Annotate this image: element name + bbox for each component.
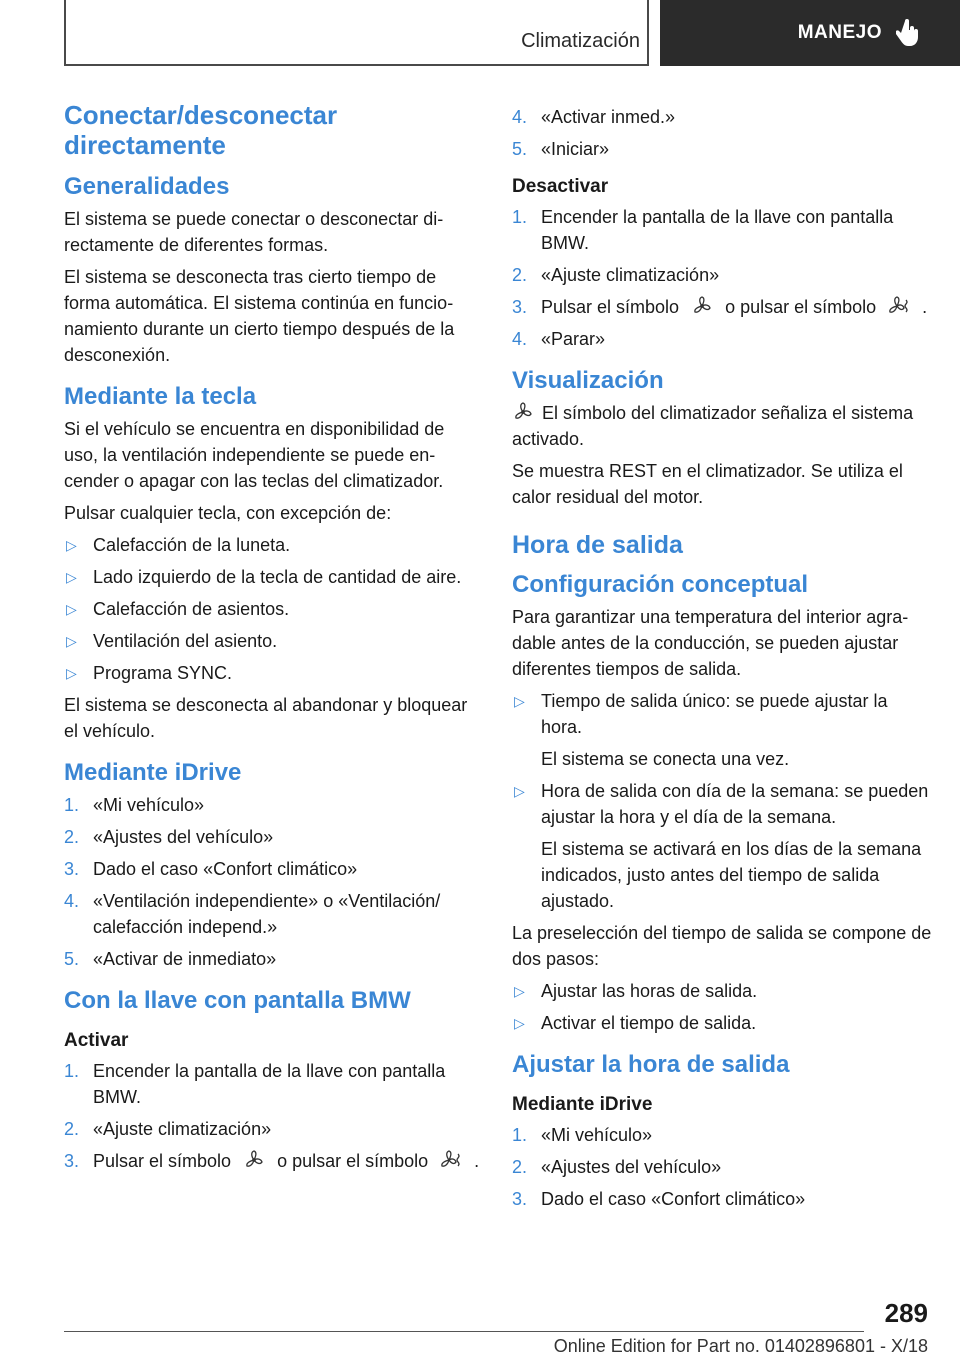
fan-icon <box>243 1150 265 1170</box>
triangle-bullet-icon: ▷ <box>514 693 525 709</box>
heading-visualizacion: Visualización <box>512 367 664 394</box>
fan-heat-icon <box>440 1150 462 1170</box>
bullet-list <box>64 532 482 686</box>
list-item: 2. «Ajuste climatización» <box>512 265 720 285</box>
subheading-mediante-idrive: Mediante iDrive <box>512 1094 653 1115</box>
list-item: 4. «Activar inmed.» <box>512 107 676 127</box>
footer-rule <box>64 1331 864 1332</box>
right-column <box>512 104 932 1218</box>
list-item: ▷ Activar el tiempo de salida. <box>512 1010 932 1036</box>
paragraph: Se muestra REST en el climatizador. Se utiliza el calor residual del motor. <box>512 461 903 507</box>
list-item: 1. Encender la pantalla de la llave con pantalla BMW. <box>64 1061 446 1107</box>
triangle-bullet-icon: ▷ <box>514 783 525 799</box>
list-item: 4. «Ventilación independiente» o «Ventilación/ calefacción independ.» <box>64 891 441 937</box>
heading-configuracion: Configuración conceptual <box>512 571 809 598</box>
subheading-desactivar: Desactivar <box>512 176 609 197</box>
section-title-conectar: Conectar/desconectar directamente <box>64 100 338 160</box>
list-item: 5. «Activar de inmediato» <box>64 949 277 969</box>
list-item: ▷ Ventilación del asiento. <box>64 628 482 654</box>
list-item: ▷ Programa SYNC. <box>64 660 482 686</box>
list-item: 2. «Ajustes del vehículo» <box>64 827 274 847</box>
list-item: 1. «Mi vehículo» <box>512 1125 653 1145</box>
bullet-list <box>512 688 932 914</box>
list-item: 3. Dado el caso «Confort climático» <box>512 1189 806 1209</box>
hand-pointer-icon <box>896 19 920 47</box>
paragraph: Si el vehículo se encuentra en disponibilidad de uso, la ventilación independiente se puede encender o apagar con las teclas del climatizador. <box>64 419 445 491</box>
triangle-bullet-icon: ▷ <box>66 601 77 617</box>
list-item: 1. «Mi vehículo» <box>64 795 205 815</box>
list-item: ▷ Lado izquierdo de la tecla de cantidad de aire. <box>64 564 482 590</box>
heading-ajustar-hora: Ajustar la hora de salida <box>512 1051 790 1078</box>
paragraph: El sistema se desconecta al abandonar y bloquear el vehículo. <box>64 695 468 741</box>
numbered-list <box>64 792 482 972</box>
list-item: 3. Dado el caso «Confort climático» <box>64 859 358 879</box>
heading-mediante-tecla: Mediante la tecla <box>64 383 257 410</box>
heading-mediante-idrive: Mediante iDrive <box>64 759 242 786</box>
list-item: 1. Encender la pantalla de la llave con pantalla BMW. <box>512 207 894 253</box>
list-item: ▷ Ajustar las horas de salida. <box>512 978 932 1004</box>
subheading-activar: Activar <box>64 1030 129 1051</box>
list-item: 5. «Iniciar» <box>512 139 610 159</box>
paragraph: La preselección del tiempo de salida se compone de dos pasos: <box>512 923 932 969</box>
header-rule-left <box>64 0 66 66</box>
fan-icon <box>512 402 534 422</box>
list-item: 4. «Parar» <box>512 329 606 349</box>
footer-edition: Online Edition for Part no. 01402896801 - X/18 <box>553 1336 928 1356</box>
list-item: 3. Pulsar el símbolo o pulsar el símbolo . <box>512 297 928 317</box>
paragraph: Pulsar cualquier tecla, con excepción de: <box>64 503 392 523</box>
triangle-bullet-icon: ▷ <box>514 1015 525 1031</box>
triangle-bullet-icon: ▷ <box>66 537 77 553</box>
list-item: ▷ Tiempo de salida único: se puede ajustar la hora. El sistema se conecta una vez. <box>512 688 932 772</box>
header-section-title: Climatización <box>521 30 640 52</box>
left-column <box>64 100 482 1180</box>
paragraph: El sistema se puede conectar o desconectar directamente de diferentes formas. <box>64 209 444 255</box>
paragraph: El sistema se desconecta tras cierto tiempo de forma automática. El sistema continúa en funcionamiento durante un cierto tiempo después de la desconexión. <box>64 267 455 365</box>
paragraph: Para garantizar una temperatura del interior agradable antes de la conducción, se pueden ajustar diferentes tiempos de salida. <box>512 607 909 679</box>
header-chapter-tab[interactable] <box>660 0 960 66</box>
page-number: 289 <box>884 1298 928 1328</box>
fan-icon <box>691 296 713 316</box>
list-item: ▷ Hora de salida con día de la semana: se pueden ajustar la hora y el día de la semana. El sistema se activará en los días de la semana indicados, justo antes del tiempo de salida ajustado. <box>512 778 932 914</box>
numbered-list <box>512 104 932 162</box>
numbered-list <box>64 1058 482 1174</box>
list-item: 3. Pulsar el símbolo o pulsar el símbolo . <box>64 1151 480 1171</box>
triangle-bullet-icon: ▷ <box>66 569 77 585</box>
numbered-list <box>512 204 932 352</box>
triangle-bullet-icon: ▷ <box>514 983 525 999</box>
triangle-bullet-icon: ▷ <box>66 665 77 681</box>
list-item: ▷ Calefacción de la luneta. <box>64 532 482 558</box>
bullet-list <box>512 978 932 1036</box>
heading-generalidades: Generalidades <box>64 173 230 200</box>
header-chapter-label: MANEJO <box>797 22 882 43</box>
fan-heat-icon <box>888 296 910 316</box>
numbered-list <box>512 1122 932 1212</box>
list-item: 2. «Ajustes del vehículo» <box>512 1157 722 1177</box>
header-rule-mid <box>647 0 649 66</box>
triangle-bullet-icon: ▷ <box>66 633 77 649</box>
list-item: 2. «Ajuste climatización» <box>64 1119 272 1139</box>
list-item: ▷ Calefacción de asientos. <box>64 596 482 622</box>
paragraph: El símbolo del climatizador señaliza el sistema activado. <box>512 403 914 449</box>
section-title-hora-salida: Hora de salida <box>512 531 683 559</box>
heading-llave-pantalla: Con la llave con pantalla BMW <box>64 987 411 1014</box>
header-rule-bottom <box>64 64 648 66</box>
